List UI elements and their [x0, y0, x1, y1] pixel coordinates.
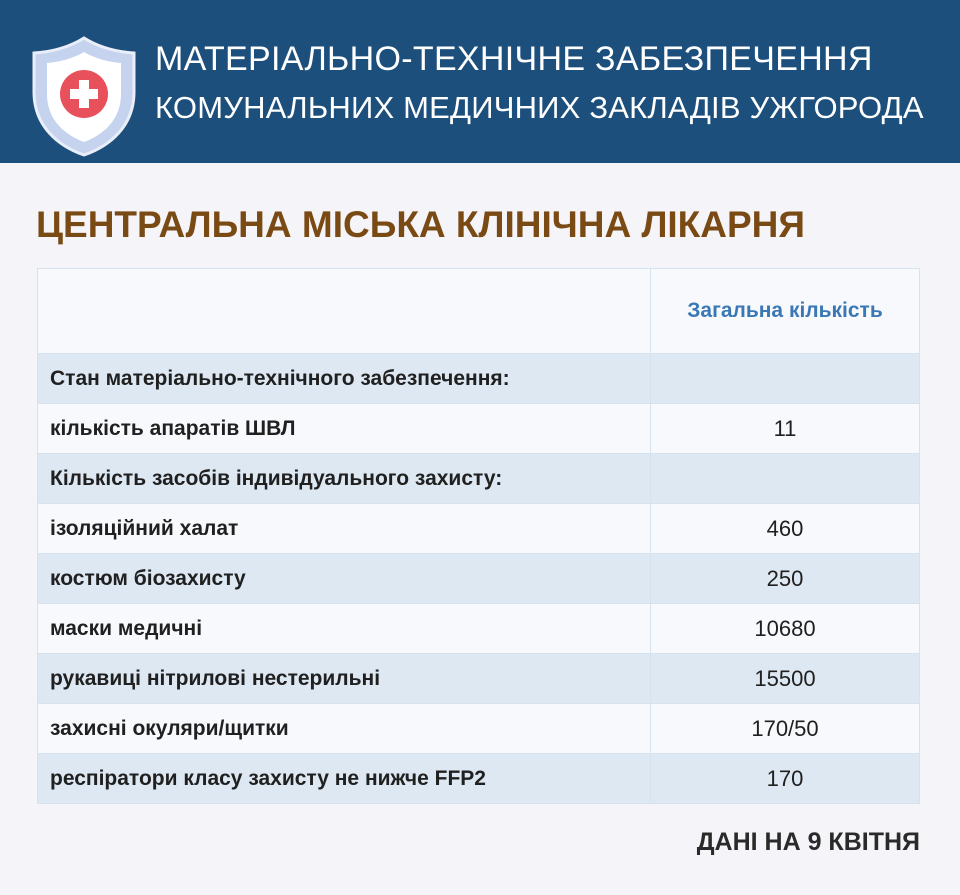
- table-row: [38, 404, 920, 454]
- row-value: 460: [651, 504, 920, 554]
- table-row: [38, 654, 920, 704]
- row-value: 170: [651, 754, 920, 804]
- row-label: кількість апаратів ШВЛ: [38, 404, 651, 454]
- row-label: захисні окуляри/щитки: [38, 704, 651, 754]
- table-row: [38, 704, 920, 754]
- row-value: [651, 454, 920, 504]
- row-label: маски медичні: [38, 604, 651, 654]
- row-value: 15500: [651, 654, 920, 704]
- table-row: [38, 354, 920, 404]
- table-header-label: [38, 269, 651, 354]
- table-row: [38, 454, 920, 504]
- row-value: 250: [651, 554, 920, 604]
- row-label: рукавиці нітрилові нестерильні: [38, 654, 651, 704]
- row-value: 11: [651, 404, 920, 454]
- row-label: респіратори класу захисту не нижче FFP2: [38, 754, 651, 804]
- medical-shield-icon: [28, 34, 140, 158]
- row-label: Стан матеріально-технічного забезпечення:: [38, 354, 651, 404]
- table-row: [38, 604, 920, 654]
- header-title-line2: КОМУНАЛЬНИХ МЕДИЧНИХ ЗАКЛАДІВ УЖГОРОДА: [155, 90, 924, 125]
- row-label: ізоляційний халат: [38, 504, 651, 554]
- row-value: [651, 354, 920, 404]
- table-row: [38, 754, 920, 804]
- data-date-note: ДАНІ НА 9 КВІТНЯ: [696, 828, 920, 856]
- row-value: 170/50: [651, 704, 920, 754]
- row-label: Кількість засобів індивідуального захисту:: [38, 454, 651, 504]
- supplies-table: [37, 268, 920, 804]
- header-title-line1: МАТЕРІАЛЬНО-ТЕХНІЧНЕ ЗАБЕЗПЕЧЕННЯ: [155, 40, 873, 78]
- header-banner: [0, 0, 960, 163]
- table-row: [38, 504, 920, 554]
- row-label: костюм біозахисту: [38, 554, 651, 604]
- row-value: 10680: [651, 604, 920, 654]
- hospital-title: ЦЕНТРАЛЬНА МІСЬКА КЛІНІЧНА ЛІКАРНЯ: [36, 204, 805, 245]
- table-header-total: Загальна кількість: [651, 269, 920, 354]
- table-row: [38, 554, 920, 604]
